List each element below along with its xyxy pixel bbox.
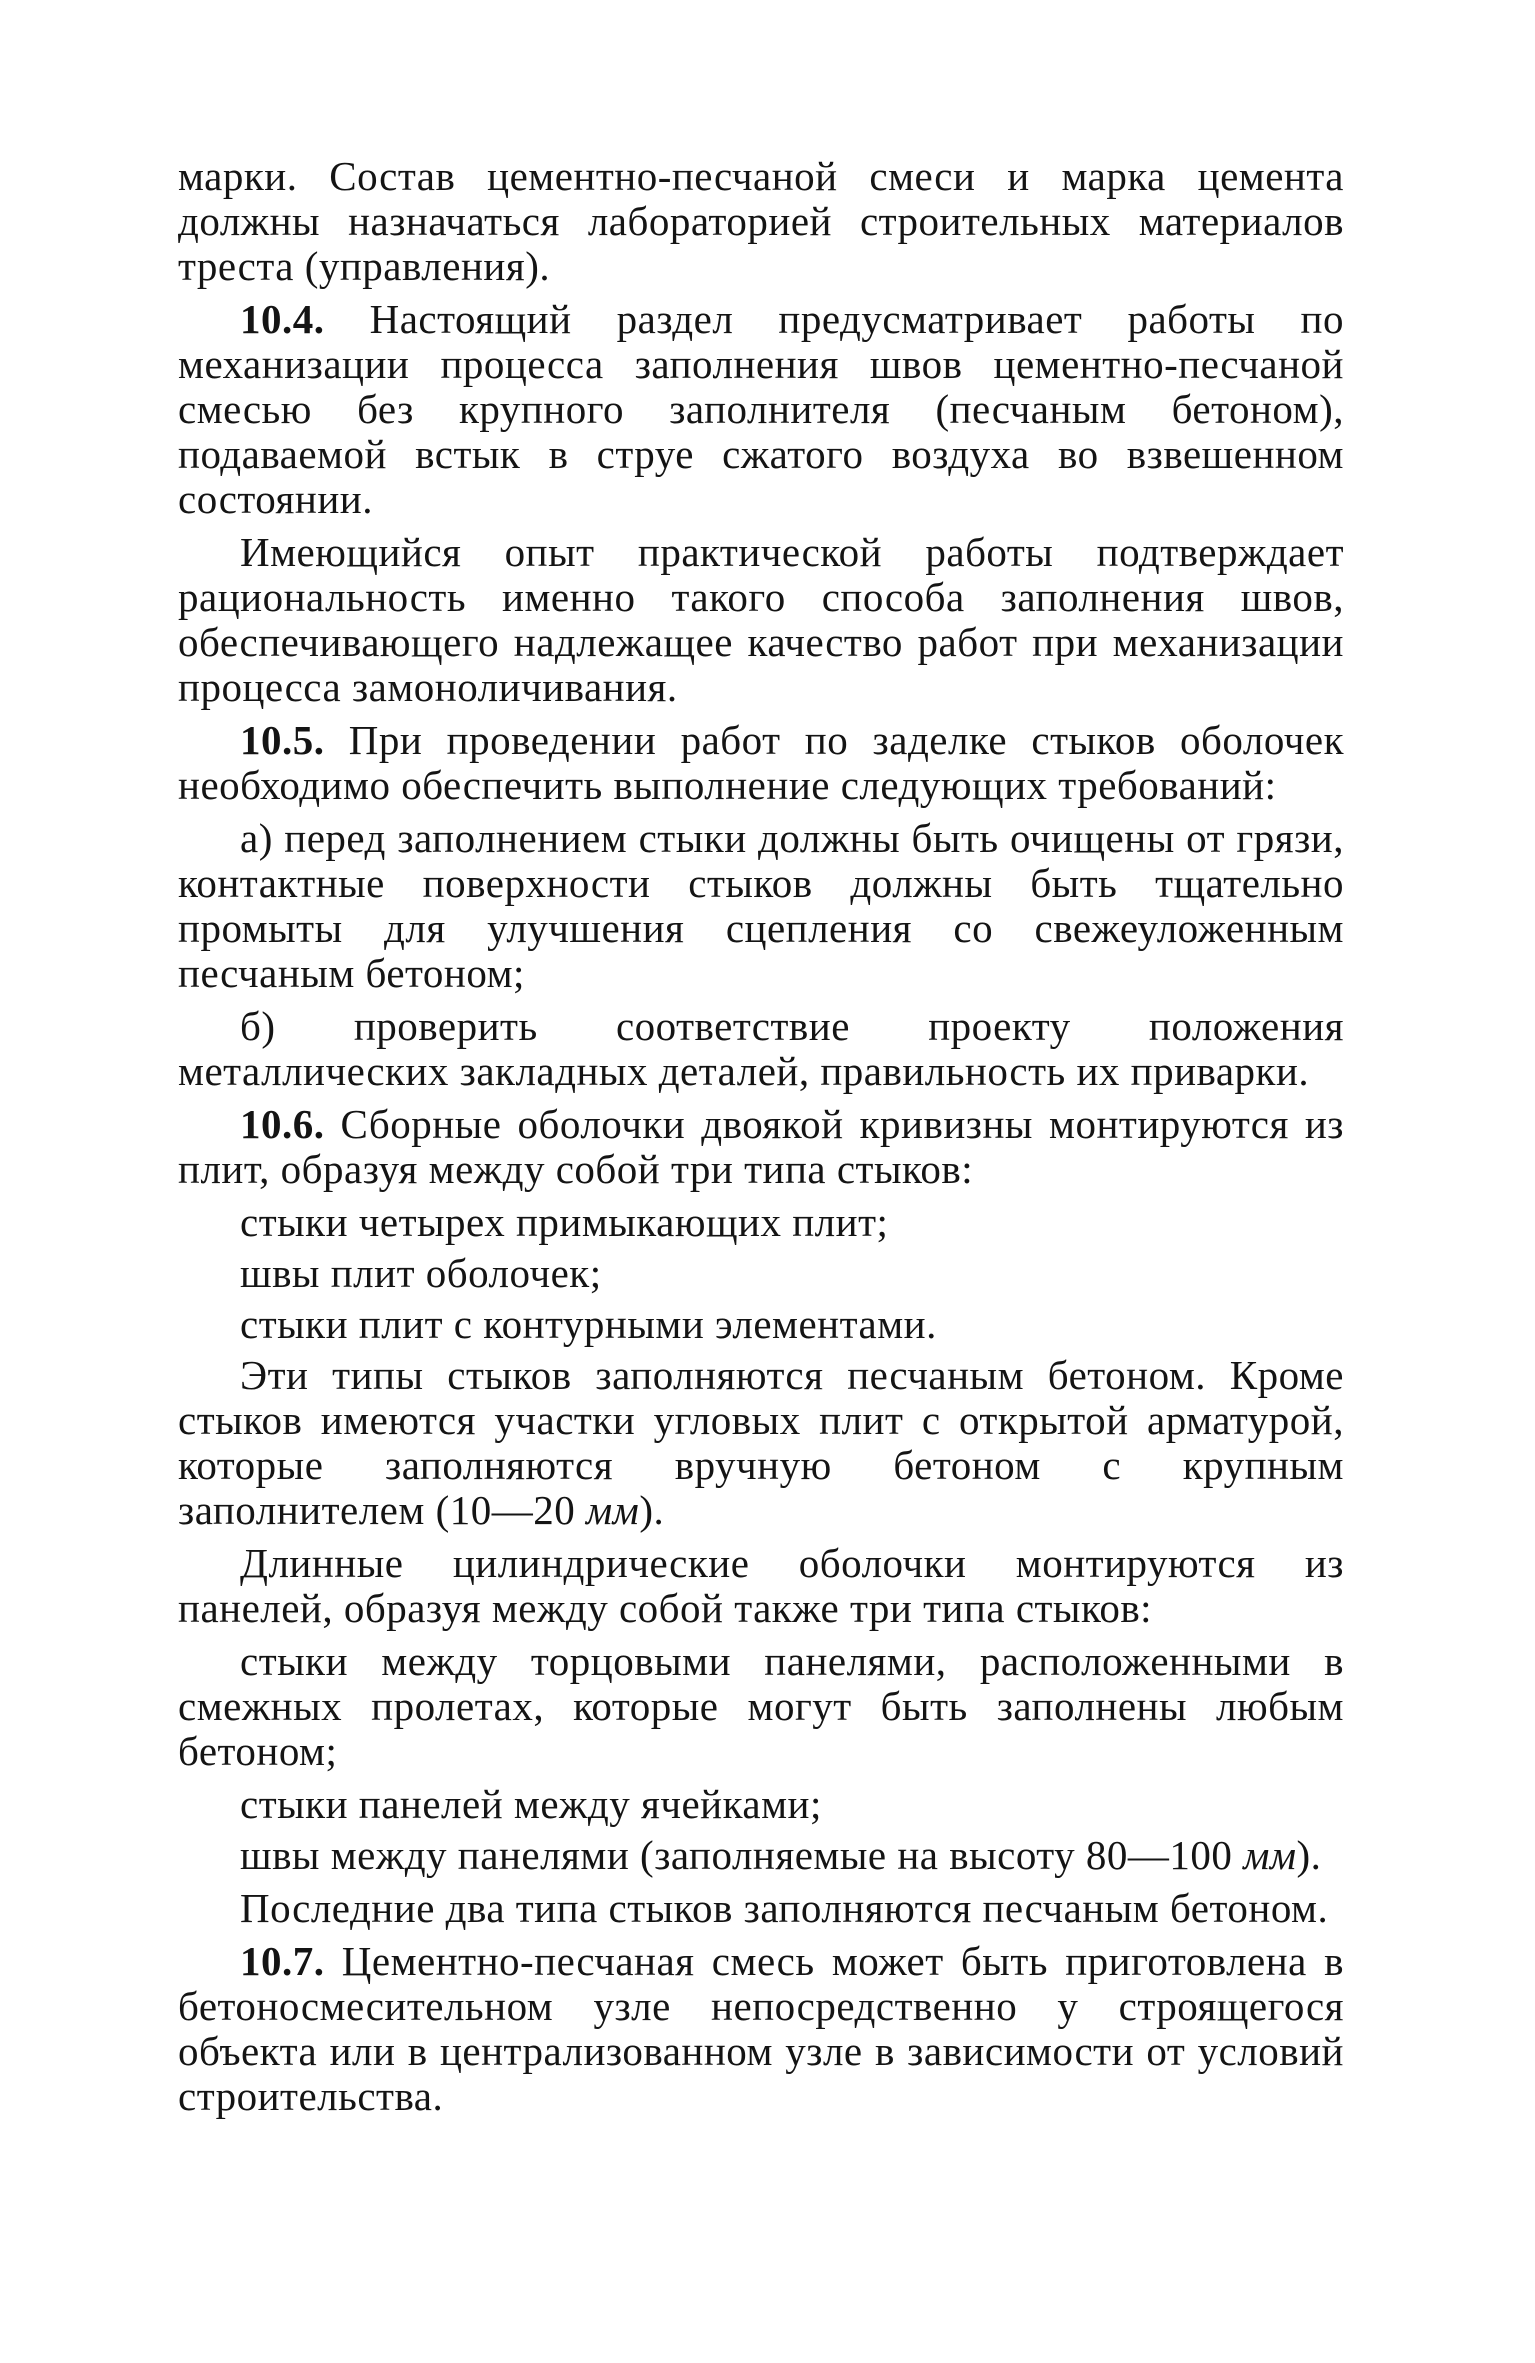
list-item (178, 1833, 1344, 1878)
paragraph-text: марки. Состав цементно-песчаной смеси и марка цемента должны назначаться лабораторией строительных материалов треста (управления). (178, 153, 1344, 289)
section-number: 10.5. (240, 717, 325, 763)
list-item-text: стыки между торцовыми панелями, расположенными в смежных пролетах, которые могут быть заполнены любым бетоном; (178, 1638, 1344, 1774)
list-item (178, 1251, 1344, 1296)
section-10-5 (178, 718, 1344, 808)
requirement-a (178, 816, 1344, 996)
paragraph-text: Последние два типа стыков заполняются песчаным бетоном. (240, 1885, 1329, 1931)
unit-label: мм (1243, 1832, 1297, 1878)
list-item (178, 1302, 1344, 1347)
unit-label: мм (585, 1487, 640, 1533)
paragraph-tail: ). (1296, 1832, 1322, 1878)
list-item (178, 1200, 1344, 1245)
paragraph-cylindrical-shells (178, 1541, 1344, 1631)
section-10-6 (178, 1102, 1344, 1192)
list-item-text: стыки панелей между ячейками; (240, 1781, 822, 1827)
paragraph-text: Настоящий раздел предусматривает работы по механизации процесса заполнения швов цементно-песчаной смесью без крупного заполнителя (песчаным бетоном), подаваемой встык в струе сжатого воздуха во взвешенном состоянии. (178, 296, 1344, 522)
list-item-text: швы плит оболочек; (240, 1250, 602, 1296)
list-item-text: швы между панелями (заполняемые на высоту 80—100 (240, 1832, 1244, 1878)
paragraph-experience (178, 530, 1344, 710)
paragraph-text: Имеющийся опыт практической работы подтверждает рациональность именно такого способа заполнения швов, обеспечивающего надлежащее качество работ при механизации процесса замоноличивания. (178, 529, 1344, 710)
paragraph-text: Цементно-песчаная смесь может быть приготовлена в бетоносмесительном узле непосредственно у строящегося объекта или в централизованном узле в зависимости от условий строительства. (178, 1938, 1344, 2119)
section-10-4 (178, 297, 1344, 522)
paragraph-text: Сборные оболочки двоякой кривизны монтируются из плит, образуя между собой три типа стыков: (178, 1101, 1344, 1192)
list-item-text: стыки плит с контурными элементами. (240, 1301, 937, 1347)
paragraph-text: При проведении работ по заделке стыков оболочек необходимо обеспечить выполнение следующих требований: (178, 717, 1344, 808)
section-number: 10.7. (240, 1938, 325, 1984)
paragraph-text: Эти типы стыков заполняются песчаным бетоном. Кроме стыков имеются участки угловых плит с открытой арматурой, которые заполняются вручную бетоном с крупным заполнителем (10—20 (178, 1352, 1344, 1533)
paragraph-text: Длинные цилиндрические оболочки монтируются из панелей, образуя между собой также три типа стыков: (178, 1540, 1344, 1631)
section-number: 10.6. (240, 1101, 325, 1147)
paragraph-text: б) проверить соответствие проекту положения металлических закладных деталей, правильность их приварки. (178, 1003, 1344, 1094)
document-page (178, 154, 1344, 2127)
paragraph-text: а) перед заполнением стыки должны быть очищены от грязи, контактные поверхности стыков должны быть тщательно промыты для улучшения сцепления со свежеуложенным песчаным бетоном; (178, 815, 1344, 996)
section-number: 10.4. (240, 296, 325, 342)
section-10-7 (178, 1939, 1344, 2119)
paragraph-cement-mix-grade (178, 154, 1344, 289)
paragraph-tail: ). (639, 1487, 665, 1533)
paragraph-last-two-types (178, 1886, 1344, 1931)
paragraph-joint-types-filling (178, 1353, 1344, 1533)
list-item (178, 1782, 1344, 1827)
list-item-text: стыки четырех примыкающих плит; (240, 1199, 889, 1245)
list-item (178, 1639, 1344, 1774)
requirement-b (178, 1004, 1344, 1094)
